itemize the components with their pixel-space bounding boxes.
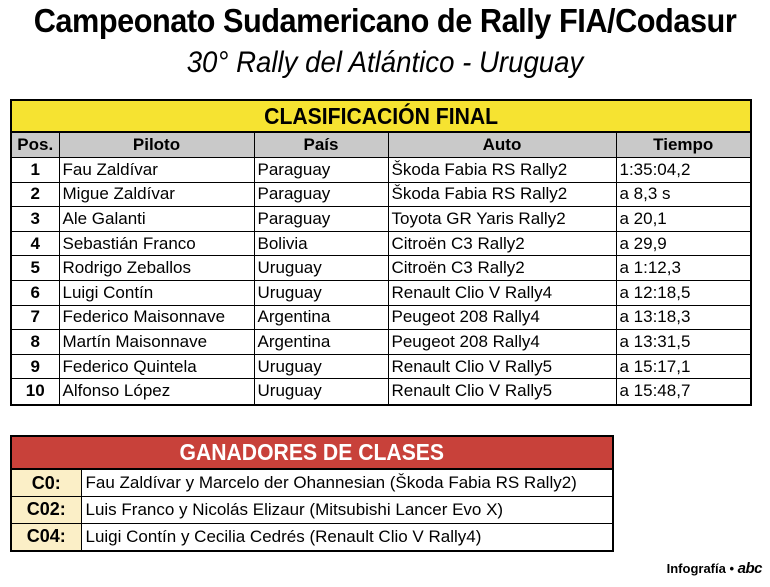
table-row [12, 231, 750, 256]
table-row [12, 379, 750, 404]
column-header-pos: Pos. [12, 133, 59, 158]
table-row [12, 497, 612, 524]
column-header-pais: País [254, 133, 388, 158]
cell-piloto: Alfonso López [59, 379, 254, 404]
cell-tiempo: 1:35:04,2 [616, 158, 750, 183]
cell-tiempo: a 13:18,3 [616, 305, 750, 330]
page-title: Campeonato Sudamericano de Rally FIA/Codasur [33, 2, 737, 39]
cell-pais: Paraguay [254, 182, 388, 207]
cell-pais: Uruguay [254, 354, 388, 379]
cell-auto: Škoda Fabia RS Rally2 [388, 158, 616, 183]
final-classification-title: CLASIFICACIÓN FINAL [264, 103, 498, 129]
cell-piloto: Fau Zaldívar [59, 158, 254, 183]
results-grid [12, 133, 750, 404]
cell-tiempo: a 8,3 s [616, 182, 750, 207]
table-row [12, 330, 750, 355]
cell-pos: 6 [12, 281, 59, 306]
table-row [12, 207, 750, 232]
cell-pais: Uruguay [254, 379, 388, 404]
class-winners-table [10, 435, 614, 552]
cell-pos: 3 [12, 207, 59, 232]
cell-auto: Peugeot 208 Rally4 [388, 330, 616, 355]
cell-tiempo: a 29,9 [616, 231, 750, 256]
cell-piloto: Rodrigo Zeballos [59, 256, 254, 281]
class-winners: Luigi Contín y Cecilia Cedrés (Renault Clio V Rally4) [81, 523, 612, 550]
table-row [12, 470, 612, 497]
cell-pos: 10 [12, 379, 59, 404]
credit-label: Infografía • [666, 561, 735, 576]
cell-pos: 2 [12, 182, 59, 207]
class-winners: Fau Zaldívar y Marcelo der Ohannesian (Škoda Fabia RS Rally2) [81, 470, 612, 497]
cell-pais: Argentina [254, 330, 388, 355]
cell-piloto: Ale Galanti [59, 207, 254, 232]
cell-tiempo: a 12:18,5 [616, 281, 750, 306]
cell-piloto: Federico Quintela [59, 354, 254, 379]
cell-pos: 5 [12, 256, 59, 281]
table-row [12, 523, 612, 550]
table-row [12, 158, 750, 183]
table-row [12, 354, 750, 379]
cell-pos: 8 [12, 330, 59, 355]
cell-auto: Renault Clio V Rally5 [388, 379, 616, 404]
cell-pos: 1 [12, 158, 59, 183]
class-winners-grid [12, 470, 612, 550]
class-winners-body [12, 470, 612, 550]
cell-auto: Toyota GR Yaris Rally2 [388, 207, 616, 232]
class-winners-header [12, 437, 612, 470]
table-row [12, 281, 750, 306]
cell-piloto: Migue Zaldívar [59, 182, 254, 207]
cell-auto: Peugeot 208 Rally4 [388, 305, 616, 330]
class-winners: Luis Franco y Nicolás Elizaur (Mitsubishi Lancer Evo X) [81, 497, 612, 524]
cell-pais: Uruguay [254, 281, 388, 306]
results-body [12, 158, 750, 404]
column-header-auto: Auto [388, 133, 616, 158]
cell-pais: Paraguay [254, 207, 388, 232]
cell-auto: Citroën C3 Rally2 [388, 256, 616, 281]
header-row [12, 133, 750, 158]
cell-piloto: Luigi Contín [59, 281, 254, 306]
column-header-piloto: Piloto [59, 133, 254, 158]
cell-pos: 9 [12, 354, 59, 379]
final-classification-table [10, 99, 752, 406]
credit-line [667, 560, 762, 577]
cell-tiempo: a 15:17,1 [616, 354, 750, 379]
final-classification-header [12, 101, 750, 133]
cell-auto: Citroën C3 Rally2 [388, 231, 616, 256]
cell-piloto: Sebastián Franco [59, 231, 254, 256]
class-code: C02: [12, 497, 81, 524]
class-winners-title: GANADORES DE CLASES [179, 439, 445, 465]
cell-tiempo: a 15:48,7 [616, 379, 750, 404]
class-code: C04: [12, 523, 81, 550]
cell-auto: Renault Clio V Rally5 [388, 354, 616, 379]
cell-pais: Argentina [254, 305, 388, 330]
table-row [12, 305, 750, 330]
cell-pos: 7 [12, 305, 59, 330]
table-row [12, 256, 750, 281]
cell-piloto: Martín Maisonnave [59, 330, 254, 355]
cell-pais: Paraguay [254, 158, 388, 183]
cell-tiempo: a 20,1 [616, 207, 750, 232]
cell-auto: Renault Clio V Rally4 [388, 281, 616, 306]
cell-pais: Uruguay [254, 256, 388, 281]
page-subtitle: 30° Rally del Atlántico - Uruguay [186, 46, 584, 79]
cell-pos: 4 [12, 231, 59, 256]
cell-tiempo: a 1:12,3 [616, 256, 750, 281]
publisher-logo: abc [737, 560, 762, 577]
cell-auto: Škoda Fabia RS Rally2 [388, 182, 616, 207]
table-row [12, 182, 750, 207]
cell-pais: Bolivia [254, 231, 388, 256]
cell-piloto: Federico Maisonnave [59, 305, 254, 330]
class-code: C0: [12, 470, 81, 497]
cell-tiempo: a 13:31,5 [616, 330, 750, 355]
column-header-tiempo: Tiempo [616, 133, 750, 158]
